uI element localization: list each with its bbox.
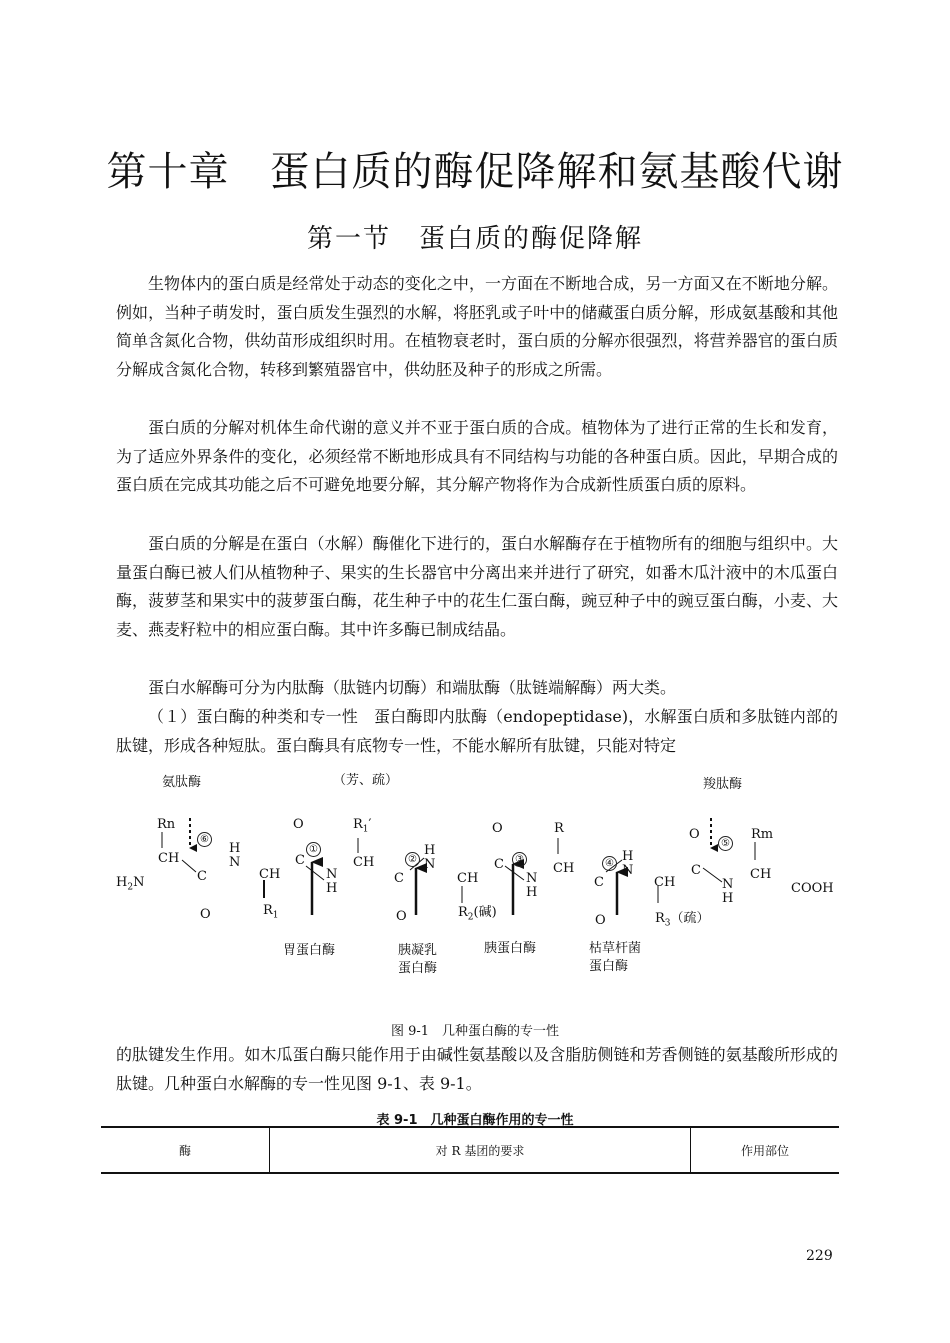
atom-ch: CH: [654, 875, 676, 890]
atom-o: O: [396, 909, 407, 924]
atom-r3: $R_3$（疏）: [655, 911, 710, 929]
atom-rm: Rm: [751, 827, 774, 842]
label-subtilisin-line2: 蛋白酶: [589, 959, 629, 974]
paragraph-2: 蛋白质的分解对机体生命代谢的意义并不亚于蛋白质的合成。植物体为了进行正常的生长和发育，为了适应外界条件的变化，必须经常不断地形成具有不同结构与功能的各种蛋白质。因此，早期合成的蛋白质在完成其功能之后不可避免地要分解，其分解产物将作为合成新性质蛋白质的原料。: [116, 418, 838, 495]
label-trypsin: 胰蛋白酶: [484, 941, 537, 956]
atom-r1: $R_1$: [263, 903, 279, 921]
bond-line: [306, 866, 324, 880]
atom-h: H: [229, 841, 241, 856]
atom-n: N: [424, 857, 436, 872]
site-2: ②: [405, 852, 420, 867]
chapter-number: 第十章: [106, 149, 230, 195]
paragraph-5: （１）蛋白酶的种类和专一性 蛋白酶即内肽酶（endopeptidase)，水解蛋白质和多肽链内部的肽键，形成各种短肽。蛋白酶具有底物专一性，不能水解所有肽键，只能对特定: [116, 707, 838, 755]
atom-ch: CH: [259, 867, 281, 882]
site-1: ①: [306, 842, 321, 857]
atom-n: N: [326, 867, 338, 882]
atom-cooh: COOH: [791, 881, 834, 896]
atom-o: O: [492, 821, 503, 836]
atom-o: O: [293, 817, 304, 832]
atom-ch: CH: [457, 871, 479, 886]
chapter-name: 蛋白质的酶促降解和氨基酸代谢: [269, 149, 844, 195]
atom-c: C: [295, 853, 305, 868]
table-caption: 表 9-1 几种蛋白酶作用的专一性: [376, 1113, 574, 1128]
atom-n: N: [622, 863, 634, 878]
atom-ch: CH: [353, 855, 375, 870]
atom-h2n: $H_2N$: [116, 875, 145, 893]
atom-ch: CH: [158, 851, 180, 866]
atom-r2: $R_2$(碱): [458, 905, 497, 923]
paragraph-3: 蛋白质的分解是在蛋白（水解）酶催化下进行的，蛋白水解酶存在于植物所有的细胞与组织中。大量蛋白酶已被人们从植物种子、果实的生长器官中分离出来并进行了研究，如番木瓜汁液中的木瓜蛋白酶，菠萝茎和果实中的菠萝蛋白酶，花生种子中的花生仁蛋白酶，豌豆种子中的豌豆蛋白酶，小麦、大麦、燕麦籽粒中的相应蛋白酶。其中许多酶已制成结晶。: [116, 534, 838, 640]
atom-c: C: [594, 875, 604, 890]
section-name: 蛋白质的酶促降解: [419, 224, 644, 254]
bond-line: [703, 868, 722, 882]
bond-line: [182, 860, 196, 872]
section-number: 第一节: [306, 224, 391, 254]
atom-ch: CH: [750, 867, 772, 882]
atom-h: H: [326, 881, 338, 896]
atom-r: R: [554, 821, 564, 836]
table-header-r-group: 对 R 基团的要求: [270, 1127, 691, 1173]
label-aro-sulfur: （芳、疏）: [333, 773, 399, 788]
atom-c: C: [691, 863, 701, 878]
atom-n: N: [526, 871, 538, 886]
atom-h: H: [622, 849, 634, 864]
label-chymotrypsin-line1: 胰凝乳: [398, 943, 438, 958]
site-3: ③: [512, 852, 527, 867]
paragraph-6: 的肽键发生作用。如木瓜蛋白酶只能作用于由碱性氨基酸以及含脂肪侧链和芳香侧链的氨基酸所形成的肽键。几种蛋白水解酶的专一性见图 9-1、表 9-1。: [116, 1045, 838, 1093]
atom-c: C: [494, 857, 504, 872]
label-pepsin: 胃蛋白酶: [283, 943, 336, 958]
atom-n: N: [722, 877, 734, 892]
paragraph-4: 蛋白水解酶可分为内肽酶（肽链内切酶）和端肽酶（肽链端解酶）两大类。: [148, 678, 677, 697]
label-subtilisin-line1: 枯草杆菌: [589, 941, 642, 956]
specificity-table: [101, 1126, 839, 1174]
site-4: ④: [602, 856, 617, 871]
bond-line: [505, 866, 524, 880]
label-chymotrypsin-line2: 蛋白酶: [398, 961, 438, 976]
atom-r1-prime: $R_1'$: [353, 817, 372, 835]
atom-h: H: [424, 843, 436, 858]
label-aminopeptidase: 氨肽酶: [162, 775, 202, 790]
atom-o: O: [689, 827, 700, 842]
atom-ch: CH: [553, 861, 575, 876]
atom-c: C: [197, 869, 207, 884]
atom-c: C: [394, 871, 404, 886]
site-6: ⑥: [197, 832, 212, 847]
label-carboxypeptidase: 羧肽酶: [703, 777, 743, 792]
atom-rn: Rn: [157, 817, 176, 832]
atom-n: N: [229, 855, 241, 870]
atom-h: H: [526, 885, 538, 900]
page-number: 229: [806, 1248, 833, 1264]
figure-caption: 图 9-1 几种蛋白酶的专一性: [390, 1024, 560, 1039]
table-header-row: [101, 1127, 839, 1173]
table-header-site: 作用部位: [740, 1143, 789, 1158]
atom-h: H: [722, 891, 734, 906]
atom-o: O: [595, 913, 606, 928]
paragraph-1: 生物体内的蛋白质是经常处于动态的变化之中，一方面在不断地合成，另一方面又在不断地分解。例如，当种子萌发时，蛋白质发生强烈的水解，将胚乳或子叶中的储藏蛋白质分解，形成氨基酸和其他简单含氮化合物，供幼苗形成组织时用。在植物衰老时，蛋白质的分解亦很强烈，将营养器官的蛋白质分解成含氮化合物，转移到繁殖器官中，供幼胚及种子的形成之所需。: [116, 274, 838, 380]
table-header-enzyme: 酶: [101, 1127, 270, 1173]
atom-o: O: [200, 907, 211, 922]
site-5: ⑤: [718, 836, 733, 851]
